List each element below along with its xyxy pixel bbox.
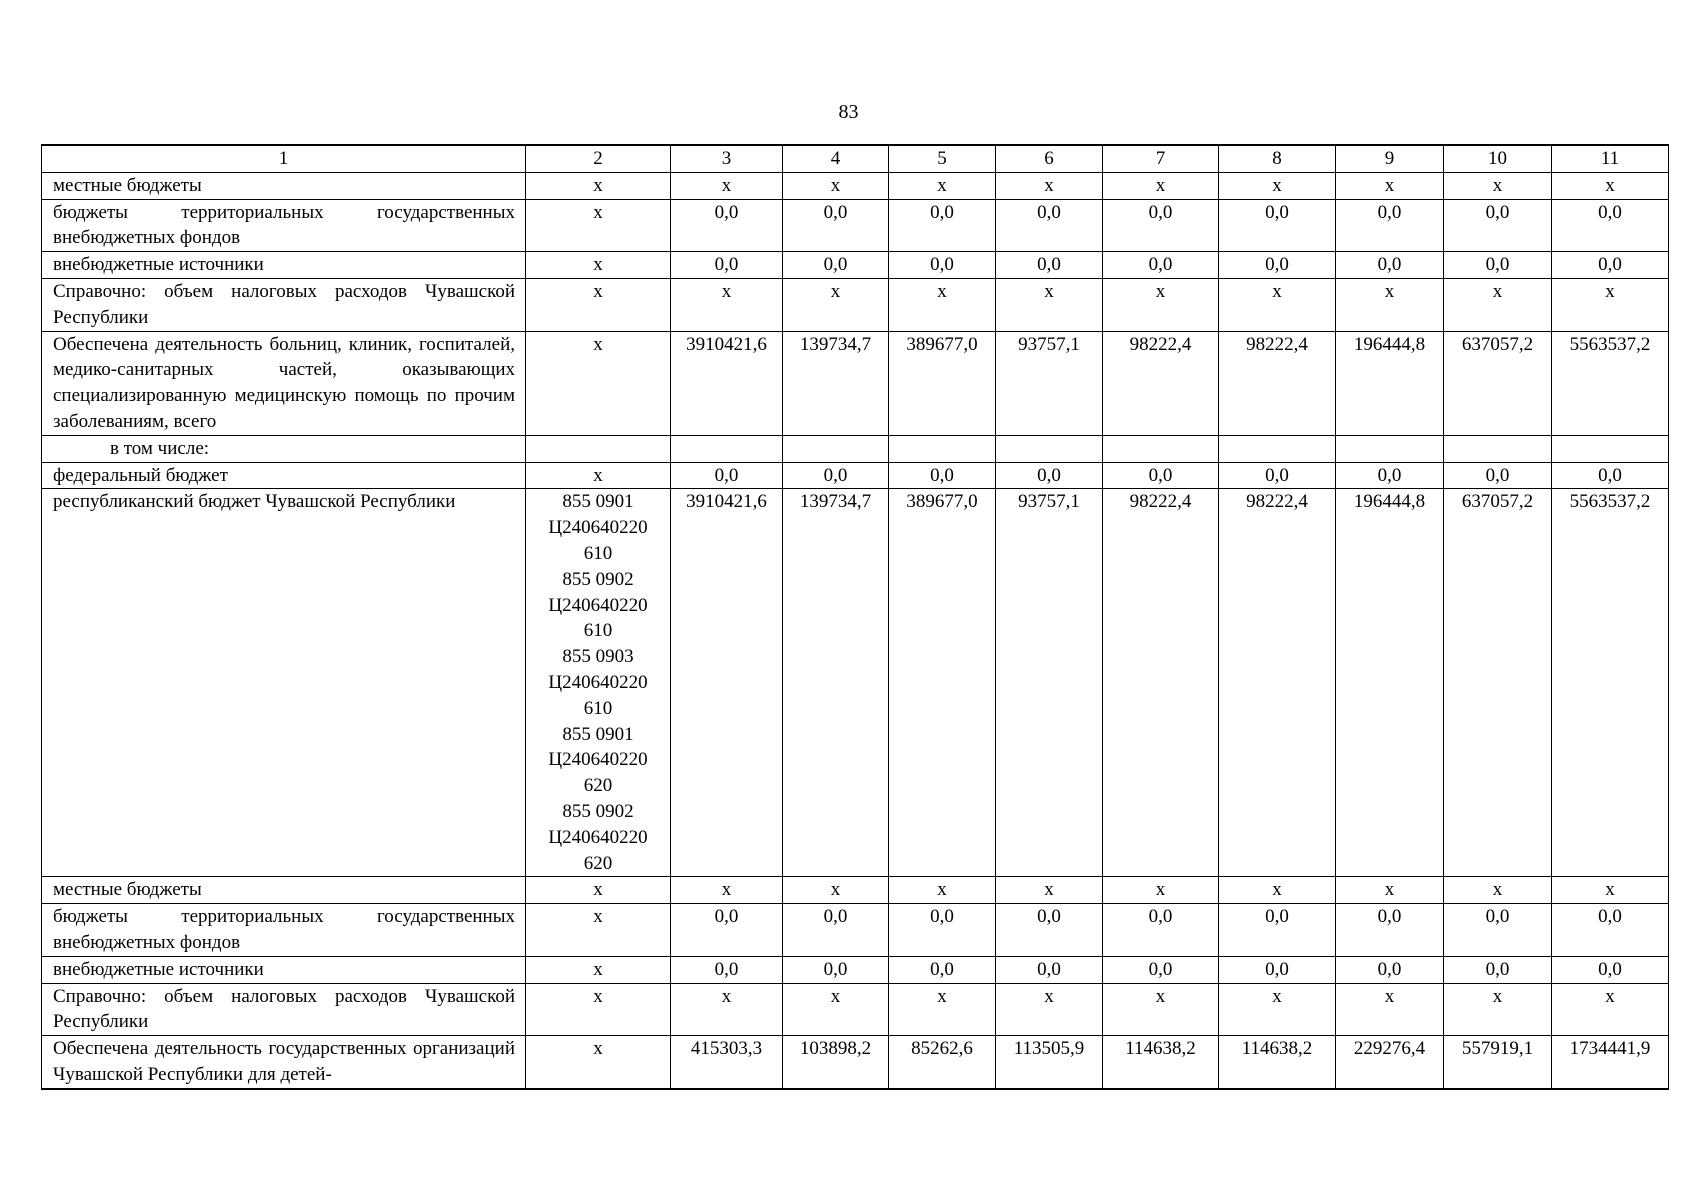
column-number-header: 10 [1444,145,1552,172]
row-label: федеральный бюджет [42,462,526,489]
value-cell [783,435,889,462]
value-cell: 5563537,2 [1552,331,1669,435]
value-cell: х [1336,877,1444,904]
value-cell: х [1552,877,1669,904]
column-number-header: 8 [1219,145,1336,172]
budget-code-cell [526,252,671,279]
budget-code-line: Ц240640220 [548,826,648,848]
budget-code-line: 610 [583,697,613,719]
value-cell: х [671,172,783,199]
value-cell: х [1444,278,1552,331]
value-cell: х [889,278,996,331]
column-number-header: 9 [1336,145,1444,172]
budget-code-line: 620 [583,852,613,874]
value-cell [1444,435,1552,462]
value-cell: 0,0 [996,462,1103,489]
value-cell: 0,0 [1219,904,1336,957]
value-cell: 0,0 [889,199,996,252]
value-cell: 0,0 [783,252,889,279]
value-cell: х [1219,877,1336,904]
budget-code-line: Ц240640220 [548,517,648,539]
row-label: Справочно: объем налоговых расходов Чувашской Республики [42,278,526,331]
value-cell [1552,435,1669,462]
value-cell: 113505,9 [996,1036,1103,1089]
value-cell: х [1552,983,1669,1036]
budget-code-cell [526,462,671,489]
budget-table [41,144,1669,1090]
budget-code-cell [526,172,671,199]
table-row [42,904,1669,957]
value-cell: 0,0 [889,904,996,957]
table-row [42,1036,1669,1089]
value-cell: 0,0 [783,199,889,252]
value-cell: 103898,2 [783,1036,889,1089]
value-cell: 98222,4 [1103,331,1219,435]
budget-code-line: х [593,879,603,901]
budget-code-line: 610 [583,620,613,642]
budget-code-line: х [593,985,603,1007]
value-cell: 0,0 [671,462,783,489]
table-row [42,252,1669,279]
value-cell: 0,0 [1336,462,1444,489]
value-cell [1219,435,1336,462]
budget-code-line: х [593,333,603,355]
value-cell: х [1444,983,1552,1036]
value-cell: х [996,278,1103,331]
value-cell: х [671,278,783,331]
value-cell [671,435,783,462]
value-cell: х [1219,278,1336,331]
row-label: республиканский бюджет Чувашской Республики [42,489,526,877]
column-number-header: 7 [1103,145,1219,172]
value-cell: 0,0 [1103,956,1219,983]
row-label: бюджеты территориальных государственных внебюджетных фондов [42,199,526,252]
budget-code-line: х [593,958,603,980]
row-label: внебюджетные источники [42,956,526,983]
budget-code-line: 855 0901 [562,491,634,513]
table-row [42,435,1669,462]
value-cell: х [996,877,1103,904]
value-cell: х [1336,172,1444,199]
row-label: в том числе: [42,435,526,462]
budget-code-line: 855 0901 [562,723,634,745]
budget-code-line: Ц240640220 [548,749,648,771]
budget-code-cell [526,1036,671,1089]
value-cell: 0,0 [1444,904,1552,957]
value-cell [1103,435,1219,462]
budget-code-line: 855 0902 [562,800,634,822]
value-cell: 0,0 [1103,462,1219,489]
budget-code-line: х [593,254,603,276]
value-cell: 389677,0 [889,331,996,435]
budget-code-cell [526,199,671,252]
row-label: местные бюджеты [42,172,526,199]
table-row [42,877,1669,904]
value-cell: 3910421,6 [671,489,783,877]
row-label: бюджеты территориальных государственных внебюджетных фондов [42,904,526,957]
value-cell [996,435,1103,462]
value-cell: 0,0 [1219,252,1336,279]
value-cell: 0,0 [1444,199,1552,252]
value-cell: х [1444,877,1552,904]
value-cell: х [996,983,1103,1036]
budget-code-line: 620 [583,775,613,797]
column-number-header: 1 [42,145,526,172]
value-cell: 196444,8 [1336,331,1444,435]
value-cell: 0,0 [1552,199,1669,252]
value-cell: х [1336,278,1444,331]
value-cell: 93757,1 [996,489,1103,877]
column-number-header: 2 [526,145,671,172]
value-cell: 637057,2 [1444,489,1552,877]
value-cell: 0,0 [1103,904,1219,957]
value-cell: 114638,2 [1103,1036,1219,1089]
value-cell: 0,0 [889,252,996,279]
value-cell: 0,0 [1444,956,1552,983]
budget-code-cell [526,331,671,435]
budget-code-line: 855 0902 [562,568,634,590]
table-row [42,331,1669,435]
value-cell: 139734,7 [783,489,889,877]
value-cell: 98222,4 [1219,331,1336,435]
column-number-header: 6 [996,145,1103,172]
table-row [42,172,1669,199]
value-cell: х [1103,983,1219,1036]
value-cell: х [1552,172,1669,199]
value-cell: 557919,1 [1444,1036,1552,1089]
table-row [42,462,1669,489]
budget-code-cell [526,278,671,331]
value-cell: 0,0 [1336,252,1444,279]
value-cell: 389677,0 [889,489,996,877]
value-cell: 114638,2 [1219,1036,1336,1089]
row-label: местные бюджеты [42,877,526,904]
value-cell: 0,0 [996,904,1103,957]
budget-code-line: х [593,174,603,196]
value-cell: 1734441,9 [1552,1036,1669,1089]
value-cell: 0,0 [1219,956,1336,983]
value-cell: 0,0 [1103,199,1219,252]
value-cell: 0,0 [889,462,996,489]
value-cell: х [671,983,783,1036]
row-label: Обеспечена деятельность больниц, клиник, госпиталей, медико-санитарных частей, оказывающих специализированную медицинскую помощь по прочим заболеваниям, всего [42,331,526,435]
value-cell: х [1219,172,1336,199]
column-number-header: 11 [1552,145,1669,172]
value-cell: х [783,983,889,1036]
value-cell: х [889,172,996,199]
value-cell: 0,0 [1336,199,1444,252]
budget-code-line: 610 [583,542,613,564]
value-cell: х [1219,983,1336,1036]
budget-code-cell [526,904,671,957]
row-label: Обеспечена деятельность государственных организаций Чувашской Республики для детей- [42,1036,526,1089]
value-cell: х [783,172,889,199]
value-cell: 85262,6 [889,1036,996,1089]
value-cell: 98222,4 [1219,489,1336,877]
value-cell: 93757,1 [996,331,1103,435]
value-cell: х [889,877,996,904]
value-cell: 0,0 [1552,904,1669,957]
value-cell: 98222,4 [1103,489,1219,877]
budget-code-line: 855 0903 [562,646,634,668]
value-cell: х [996,172,1103,199]
budget-code-line: Ц240640220 [548,594,648,616]
value-cell: 0,0 [783,904,889,957]
value-cell: 0,0 [996,956,1103,983]
table-row [42,278,1669,331]
value-cell: 0,0 [671,956,783,983]
value-cell: х [671,877,783,904]
value-cell: х [783,877,889,904]
value-cell: 0,0 [1219,462,1336,489]
value-cell: 0,0 [1336,956,1444,983]
budget-code-line: х [593,1038,603,1060]
budget-code-line: х [593,201,603,223]
value-cell: 5563537,2 [1552,489,1669,877]
value-cell: х [1336,983,1444,1036]
value-cell: х [1444,172,1552,199]
budget-code-cell [526,435,671,462]
value-cell [889,435,996,462]
budget-code-cell [526,489,671,877]
column-number-header: 5 [889,145,996,172]
value-cell: 0,0 [1336,904,1444,957]
value-cell: 0,0 [671,904,783,957]
value-cell: х [1103,877,1219,904]
budget-code-line [529,436,667,462]
value-cell: 637057,2 [1444,331,1552,435]
column-number-header: 4 [783,145,889,172]
value-cell: 0,0 [1552,956,1669,983]
value-cell: 0,0 [1552,462,1669,489]
value-cell: 0,0 [671,252,783,279]
value-cell: 0,0 [1103,252,1219,279]
value-cell: 0,0 [783,462,889,489]
budget-code-line: х [593,906,603,928]
page-number: 83 [838,101,859,123]
value-cell: 0,0 [1444,462,1552,489]
value-cell: 0,0 [996,252,1103,279]
value-cell: 3910421,6 [671,331,783,435]
value-cell: 0,0 [1444,252,1552,279]
table-row [42,983,1669,1036]
value-cell: х [1103,278,1219,331]
table-header-row [42,145,1669,172]
value-cell: 0,0 [671,199,783,252]
table-row [42,199,1669,252]
column-number-header: 3 [671,145,783,172]
value-cell: х [1552,278,1669,331]
row-label: внебюджетные источники [42,252,526,279]
value-cell: 0,0 [783,956,889,983]
value-cell: 196444,8 [1336,489,1444,877]
budget-code-line: Ц240640220 [548,671,648,693]
value-cell: 0,0 [996,199,1103,252]
value-cell: 229276,4 [1336,1036,1444,1089]
budget-code-line: х [593,280,603,302]
value-cell: 0,0 [1219,199,1336,252]
table-row [42,489,1669,877]
value-cell: х [889,983,996,1036]
budget-code-cell [526,877,671,904]
value-cell: 0,0 [889,956,996,983]
row-label: Справочно: объем налоговых расходов Чувашской Республики [42,983,526,1036]
value-cell: 139734,7 [783,331,889,435]
budget-code-line: х [593,464,603,486]
value-cell: х [783,278,889,331]
value-cell: 0,0 [1552,252,1669,279]
value-cell: 415303,3 [671,1036,783,1089]
value-cell [1336,435,1444,462]
value-cell: х [1103,172,1219,199]
budget-code-cell [526,983,671,1036]
table-row [42,956,1669,983]
budget-code-cell [526,956,671,983]
